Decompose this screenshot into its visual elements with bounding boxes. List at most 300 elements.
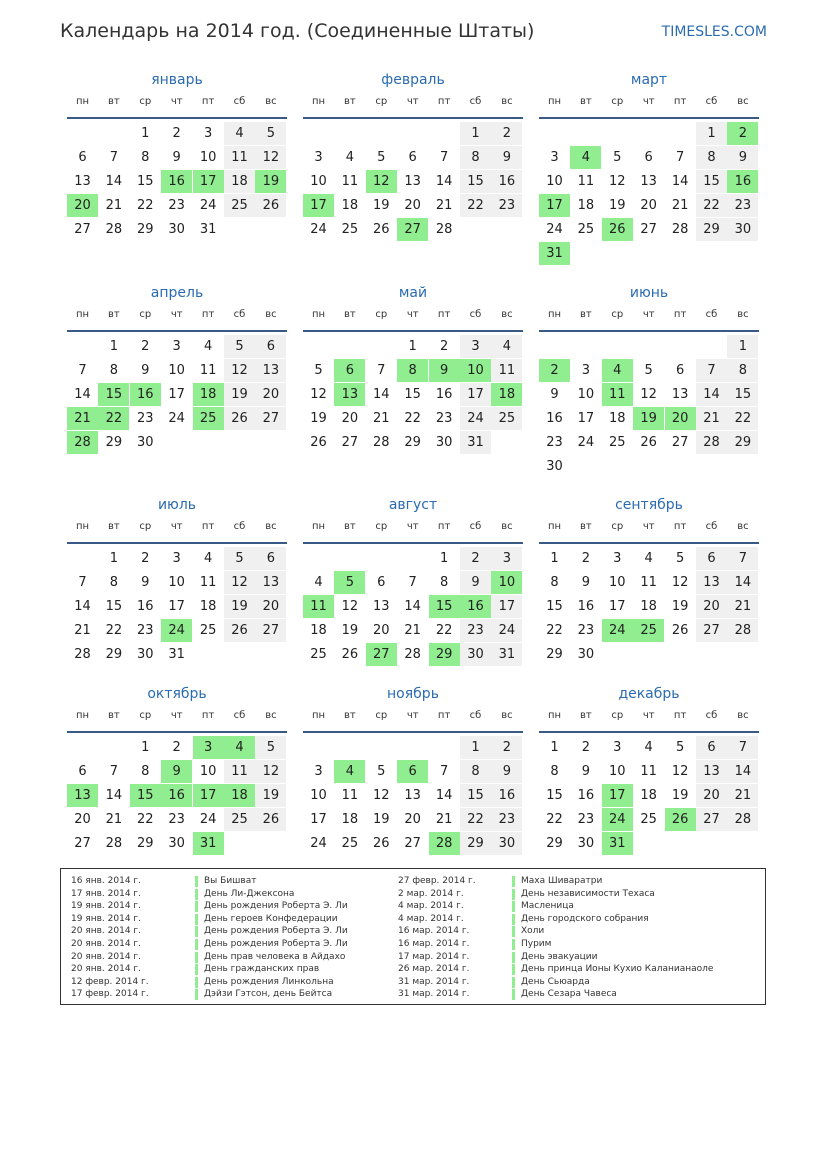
- holiday-day-cell: 16: [161, 784, 192, 807]
- month-name: июнь: [629, 285, 669, 301]
- day-cell: 27: [255, 407, 286, 430]
- holiday-day-cell: 10: [491, 571, 522, 594]
- legend-color-marker: [195, 964, 198, 975]
- day-cell: 30: [168, 835, 185, 851]
- weekday-header: ср: [139, 309, 152, 320]
- legend-date: 16 мар. 2014 г.: [398, 938, 470, 949]
- day-cell: 11: [199, 362, 217, 378]
- holiday-day-cell: 26: [602, 218, 633, 241]
- day-cell: 11: [341, 787, 359, 803]
- legend-row: [398, 963, 728, 976]
- holiday-day-cell: 16: [727, 170, 758, 193]
- day-cell: 31: [491, 643, 522, 666]
- day-cell: 23: [168, 197, 185, 213]
- holiday-day-cell: 13: [334, 383, 365, 406]
- day-cell: 1: [408, 339, 417, 354]
- legend-holiday-name: День Сезара Чавеса: [521, 989, 617, 1000]
- legend-holiday-name: День героев Конфедерации: [204, 913, 338, 924]
- day-cell: 19: [224, 383, 255, 406]
- day-cell: 8: [550, 574, 559, 590]
- day-cell: 23: [137, 622, 154, 638]
- weekday-header: сб: [705, 521, 718, 532]
- day-cell: 28: [105, 835, 123, 851]
- day-cell: 14: [105, 173, 123, 189]
- day-cell: 1: [439, 551, 449, 566]
- day-cell: 23: [168, 811, 185, 827]
- month-divider: [303, 731, 523, 733]
- weekday-header: чт: [406, 521, 419, 532]
- day-cell: 30: [435, 434, 453, 450]
- day-cell: 2: [460, 547, 491, 570]
- legend-row: [398, 913, 728, 926]
- day-cell: 14: [74, 598, 91, 614]
- holiday-day-cell: 21: [67, 407, 98, 430]
- day-cell: 15: [696, 170, 727, 193]
- day-cell: 18: [640, 598, 657, 614]
- weekday-header: пн: [311, 309, 326, 320]
- day-cell: 7: [109, 763, 119, 779]
- legend-holiday-name: День прав человека в Айдахо: [204, 951, 346, 962]
- day-cell: 29: [137, 221, 154, 237]
- day-cell: 11: [577, 173, 595, 189]
- day-cell: 17: [609, 598, 626, 614]
- day-cell: 28: [671, 221, 689, 237]
- legend-date: 20 янв. 2014 г.: [71, 964, 141, 975]
- day-cell: 23: [491, 194, 522, 217]
- day-cell: 27: [671, 434, 689, 450]
- legend-row: [71, 888, 401, 901]
- holiday-day-cell: 17: [602, 784, 633, 807]
- day-cell: 17: [491, 595, 522, 618]
- day-cell: 4: [491, 335, 522, 358]
- day-cell: 4: [644, 551, 653, 566]
- weekday-header: вс: [737, 710, 749, 721]
- legend-date: 17 янв. 2014 г.: [71, 888, 141, 899]
- holiday-day-cell: 3: [193, 736, 224, 759]
- day-cell: 16: [546, 410, 563, 426]
- day-cell: 20: [640, 197, 657, 213]
- weekday-header: вс: [737, 309, 749, 320]
- month-divider: [67, 731, 287, 733]
- holiday-day-cell: 19: [255, 170, 286, 193]
- holiday-day-cell: 11: [602, 383, 633, 406]
- day-cell: 1: [141, 126, 150, 141]
- day-cell: 1: [696, 122, 727, 145]
- day-cell: 5: [377, 149, 386, 165]
- day-cell: 21: [404, 622, 421, 638]
- holiday-day-cell: 4: [224, 736, 255, 759]
- day-cell: 13: [255, 359, 286, 382]
- legend-row: [398, 938, 728, 951]
- weekday-header: пн: [75, 710, 90, 721]
- weekday-header: чт: [170, 710, 183, 721]
- day-cell: 26: [255, 194, 286, 217]
- month-divider: [539, 330, 759, 332]
- day-cell: 29: [404, 434, 421, 450]
- day-cell: 17: [577, 410, 595, 426]
- day-cell: 27: [255, 619, 286, 642]
- month-divider: [303, 117, 523, 119]
- day-cell: 23: [491, 808, 522, 831]
- holiday-day-cell: 20: [67, 194, 98, 217]
- day-cell: 1: [109, 339, 119, 354]
- day-cell: 12: [671, 763, 689, 779]
- legend-date: 27 февр. 2014 г.: [398, 876, 476, 886]
- weekday-header: вт: [580, 710, 592, 721]
- day-cell: 2: [172, 126, 181, 141]
- day-cell: 8: [109, 574, 119, 590]
- legend-color-marker: [512, 926, 515, 937]
- legend-color-marker: [195, 952, 198, 963]
- legend-row: [71, 925, 401, 938]
- legend-color-marker: [195, 914, 198, 925]
- day-cell: 9: [172, 149, 181, 165]
- weekday-header: чт: [642, 710, 655, 721]
- day-cell: 28: [696, 431, 727, 454]
- holiday-day-cell: 31: [539, 242, 570, 265]
- day-cell: 29: [546, 646, 563, 662]
- day-cell: 5: [224, 335, 255, 358]
- day-cell: 21: [727, 595, 758, 618]
- day-cell: 28: [105, 221, 123, 237]
- day-cell: 7: [408, 574, 417, 590]
- legend-date: 20 янв. 2014 г.: [71, 938, 141, 949]
- month-name: август: [388, 497, 438, 513]
- weekday-header: вт: [108, 96, 120, 107]
- day-cell: 3: [460, 335, 491, 358]
- day-cell: 24: [491, 619, 522, 642]
- day-cell: 7: [78, 362, 87, 378]
- day-cell: 12: [373, 787, 390, 803]
- day-cell: 18: [199, 598, 217, 614]
- weekday-header: чт: [406, 96, 419, 107]
- day-cell: 8: [550, 763, 559, 779]
- legend-color-marker: [512, 876, 515, 887]
- legend-holiday-name: День гражданских прав: [204, 964, 320, 975]
- legend-row: [71, 988, 401, 1001]
- day-cell: 30: [727, 218, 758, 241]
- legend-holiday-name: Пурим: [521, 938, 552, 949]
- day-cell: 13: [404, 173, 421, 189]
- day-cell: 20: [696, 595, 727, 618]
- day-cell: 22: [404, 410, 421, 426]
- holiday-day-cell: 17: [539, 194, 570, 217]
- holiday-day-cell: 13: [67, 784, 98, 807]
- day-cell: 18: [577, 197, 595, 213]
- legend-color-marker: [195, 939, 198, 950]
- day-cell: 3: [613, 551, 622, 566]
- day-cell: 18: [341, 811, 359, 827]
- day-cell: 26: [255, 808, 286, 831]
- day-cell: 12: [341, 598, 359, 614]
- weekday-header: пт: [437, 710, 451, 721]
- holiday-day-cell: 15: [429, 595, 460, 618]
- weekday-header: чт: [406, 309, 419, 320]
- holiday-day-cell: 6: [397, 760, 428, 783]
- day-cell: 16: [577, 598, 595, 614]
- legend-color-marker: [195, 926, 198, 937]
- holiday-day-cell: 22: [98, 407, 129, 430]
- day-cell: 8: [109, 362, 119, 378]
- day-cell: 19: [341, 622, 359, 638]
- day-cell: 22: [727, 407, 758, 430]
- day-cell: 12: [255, 146, 286, 169]
- legend-color-marker: [512, 901, 515, 912]
- day-cell: 10: [546, 173, 563, 189]
- legend-color-marker: [512, 952, 515, 963]
- page-title: Календарь на 2014 год. (Соединенные Штаты): [60, 20, 535, 42]
- day-cell: 23: [460, 619, 491, 642]
- holiday-day-cell: 12: [366, 170, 397, 193]
- day-cell: 10: [577, 386, 595, 402]
- weekday-header: сб: [233, 96, 246, 107]
- weekday-header: чт: [406, 710, 419, 721]
- day-cell: 29: [546, 835, 563, 851]
- day-cell: 20: [341, 410, 359, 426]
- weekday-header: вт: [344, 309, 356, 320]
- day-cell: 31: [199, 221, 217, 237]
- day-cell: 15: [546, 787, 563, 803]
- weekday-header: пт: [437, 521, 451, 532]
- legend-holiday-name: День рождения Роберта Э. Ли: [204, 901, 348, 912]
- day-cell: 9: [491, 760, 522, 783]
- month-divider: [539, 117, 759, 119]
- weekday-header: ср: [375, 710, 388, 721]
- weekday-header: ср: [611, 309, 624, 320]
- day-cell: 28: [373, 434, 390, 450]
- holiday-day-cell: 25: [193, 407, 224, 430]
- day-cell: 2: [581, 740, 591, 755]
- holiday-day-cell: 9: [429, 359, 460, 382]
- day-cell: 29: [696, 218, 727, 241]
- day-cell: 28: [404, 646, 421, 662]
- day-cell: 3: [172, 551, 181, 566]
- day-cell: 5: [314, 362, 323, 378]
- day-cell: 11: [491, 359, 522, 382]
- day-cell: 8: [460, 146, 491, 169]
- day-cell: 25: [310, 646, 327, 662]
- day-cell: 23: [577, 622, 595, 638]
- month-divider: [67, 542, 287, 544]
- legend-color-marker: [512, 989, 515, 1000]
- day-cell: 21: [727, 784, 758, 807]
- day-cell: 9: [550, 386, 559, 402]
- holiday-day-cell: 17: [193, 170, 224, 193]
- weekday-header: ср: [611, 96, 624, 107]
- day-cell: 12: [224, 359, 255, 382]
- weekday-header: пн: [75, 309, 90, 320]
- day-cell: 30: [460, 643, 491, 666]
- legend-holiday-name: Масленица: [521, 901, 574, 912]
- month-divider: [67, 117, 287, 119]
- weekday-header: ср: [375, 309, 388, 320]
- legend-holiday-name: Вы Бишват: [204, 876, 257, 886]
- day-cell: 15: [460, 170, 491, 193]
- day-cell: 18: [640, 787, 657, 803]
- weekday-header: пт: [437, 96, 451, 107]
- day-cell: 6: [696, 736, 727, 759]
- month-name: ноябрь: [387, 686, 439, 702]
- weekday-header: пт: [673, 309, 687, 320]
- day-cell: 12: [310, 386, 327, 402]
- weekday-header: вт: [108, 521, 120, 532]
- day-cell: 20: [255, 383, 286, 406]
- holiday-day-cell: 19: [633, 407, 664, 430]
- legend-row: [398, 888, 728, 901]
- day-cell: 8: [696, 146, 727, 169]
- day-cell: 13: [404, 787, 421, 803]
- legend-date: 19 янв. 2014 г.: [71, 901, 141, 912]
- holiday-day-cell: 15: [98, 383, 129, 406]
- day-cell: 5: [377, 763, 386, 779]
- day-cell: 14: [435, 787, 453, 803]
- legend-holiday-name: День принца Ионы Кухио Каланианаоле: [521, 964, 714, 975]
- weekday-header: пн: [311, 710, 326, 721]
- weekday-header: сб: [233, 309, 246, 320]
- day-cell: 14: [727, 760, 758, 783]
- day-cell: 16: [577, 787, 595, 803]
- day-cell: 24: [546, 221, 563, 237]
- weekday-header: вс: [501, 710, 513, 721]
- day-cell: 4: [345, 149, 355, 165]
- weekday-header: вс: [265, 96, 277, 107]
- weekday-header: пт: [201, 96, 215, 107]
- day-cell: 7: [727, 736, 758, 759]
- holiday-day-cell: 20: [665, 407, 696, 430]
- weekday-header: вс: [737, 96, 749, 107]
- day-cell: 19: [373, 197, 390, 213]
- legend-holiday-name: Дэйзи Гэтсон, день Бейтса: [204, 989, 333, 1000]
- day-cell: 15: [137, 173, 154, 189]
- day-cell: 14: [696, 383, 727, 406]
- month-name: декабрь: [618, 686, 680, 702]
- day-cell: 14: [105, 787, 123, 803]
- day-cell: 29: [460, 832, 491, 855]
- weekday-header: пт: [673, 96, 687, 107]
- weekday-header: пн: [547, 309, 562, 320]
- day-cell: 20: [696, 784, 727, 807]
- day-cell: 24: [310, 835, 327, 851]
- day-cell: 3: [203, 126, 213, 141]
- day-cell: 24: [199, 197, 217, 213]
- holiday-day-cell: 17: [193, 784, 224, 807]
- legend-date: 4 мар. 2014 г.: [398, 913, 464, 924]
- day-cell: 7: [439, 149, 449, 165]
- day-cell: 23: [546, 434, 563, 450]
- day-cell: 15: [460, 784, 491, 807]
- weekday-header: пн: [547, 96, 562, 107]
- day-cell: 18: [341, 197, 359, 213]
- day-cell: 9: [491, 146, 522, 169]
- day-cell: 29: [137, 835, 154, 851]
- month-name: июль: [157, 497, 197, 513]
- month-name: январь: [151, 72, 203, 88]
- holiday-day-cell: 11: [303, 595, 334, 618]
- weekday-header: сб: [705, 96, 718, 107]
- day-cell: 20: [404, 197, 421, 213]
- legend-holiday-name: День независимости Техаса: [521, 888, 655, 899]
- day-cell: 27: [74, 835, 91, 851]
- legend-holiday-name: День эвакуации: [521, 951, 598, 962]
- day-cell: 10: [168, 574, 185, 590]
- weekday-header: ср: [611, 710, 624, 721]
- legend-holiday-name: День Ли-Джексона: [204, 888, 295, 899]
- weekday-header: вс: [265, 521, 277, 532]
- legend-date: 20 янв. 2014 г.: [71, 951, 141, 962]
- day-cell: 21: [435, 811, 453, 827]
- day-cell: 11: [640, 763, 657, 779]
- holiday-day-cell: 31: [602, 832, 633, 855]
- legend-column-right: [398, 875, 728, 1001]
- day-cell: 30: [137, 646, 154, 662]
- day-cell: 1: [460, 122, 491, 145]
- day-cell: 16: [435, 386, 453, 402]
- day-cell: 14: [435, 173, 453, 189]
- month-divider: [303, 542, 523, 544]
- day-cell: 4: [203, 339, 213, 354]
- legend-color-marker: [195, 889, 198, 900]
- legend-color-marker: [512, 889, 515, 900]
- day-cell: 27: [74, 221, 91, 237]
- weekday-header: сб: [469, 96, 482, 107]
- month-name: апрель: [150, 285, 204, 301]
- day-cell: 31: [168, 646, 185, 662]
- weekday-header: пт: [201, 710, 215, 721]
- legend-row: [71, 951, 401, 964]
- day-cell: 5: [675, 551, 685, 566]
- weekday-header: сб: [469, 521, 482, 532]
- holiday-day-cell: 25: [633, 619, 664, 642]
- legend-row: [398, 951, 728, 964]
- day-cell: 7: [109, 149, 119, 165]
- holiday-day-cell: 26: [665, 808, 696, 831]
- weekday-header: пн: [75, 521, 90, 532]
- legend-date: 26 мар. 2014 г.: [398, 964, 470, 975]
- weekday-header: ср: [375, 521, 388, 532]
- day-cell: 10: [609, 574, 626, 590]
- day-cell: 2: [439, 339, 449, 354]
- legend-date: 2 мар. 2014 г.: [398, 888, 464, 899]
- day-cell: 1: [460, 736, 491, 759]
- day-cell: 2: [141, 551, 150, 566]
- day-cell: 4: [203, 551, 213, 566]
- day-cell: 5: [675, 740, 685, 755]
- day-cell: 5: [255, 736, 286, 759]
- weekday-header: пт: [673, 521, 687, 532]
- day-cell: 12: [671, 574, 689, 590]
- day-cell: 30: [491, 832, 522, 855]
- weekday-header: пт: [201, 521, 215, 532]
- day-cell: 5: [224, 547, 255, 570]
- day-cell: 15: [105, 598, 123, 614]
- day-cell: 17: [460, 383, 491, 406]
- day-cell: 25: [609, 434, 626, 450]
- weekday-header: пн: [311, 521, 326, 532]
- weekday-header: ср: [611, 521, 624, 532]
- month-name: май: [398, 285, 428, 301]
- day-cell: 3: [581, 362, 591, 378]
- site-link[interactable]: TIMESLES.COM: [661, 24, 767, 40]
- day-cell: 14: [727, 571, 758, 594]
- day-cell: 22: [696, 194, 727, 217]
- day-cell: 4: [224, 122, 255, 145]
- weekday-header: вт: [344, 710, 356, 721]
- day-cell: 22: [105, 622, 123, 638]
- day-cell: 1: [550, 551, 559, 566]
- day-cell: 6: [644, 149, 653, 165]
- legend-row: [398, 925, 728, 938]
- day-cell: 3: [491, 547, 522, 570]
